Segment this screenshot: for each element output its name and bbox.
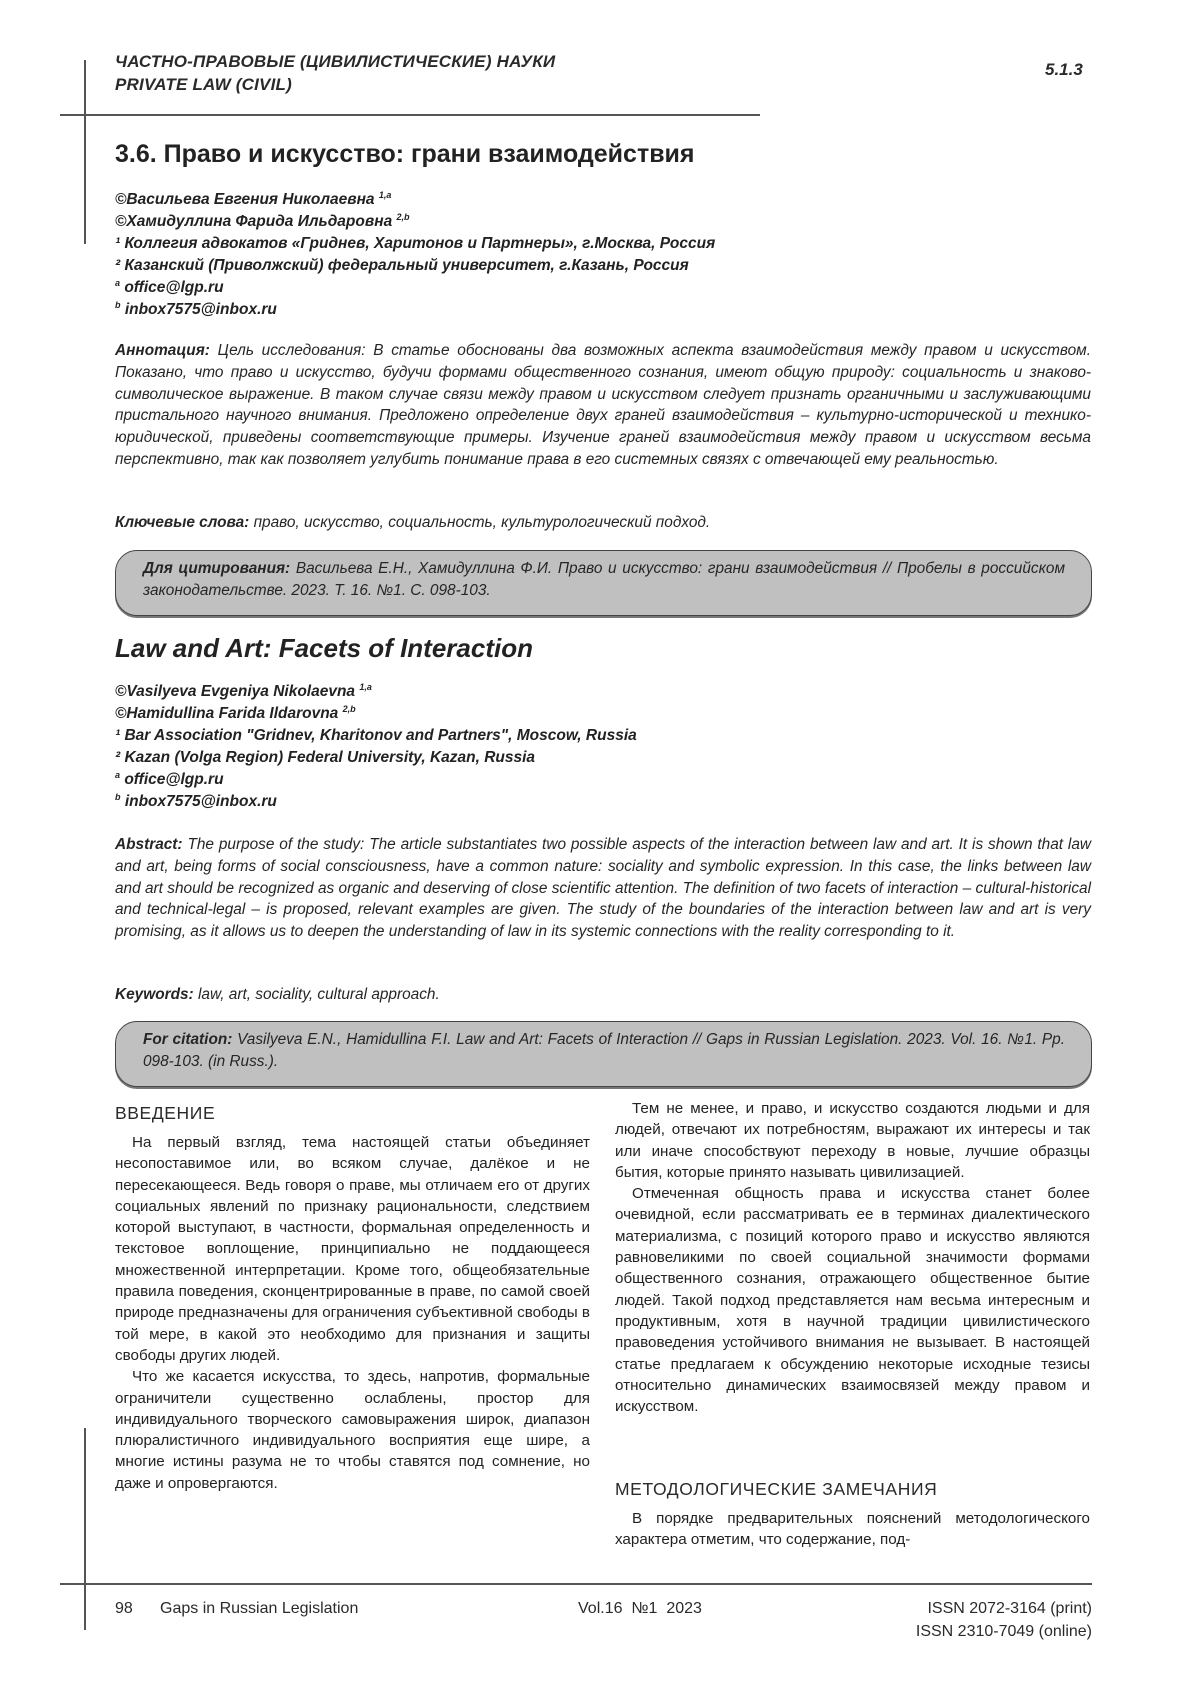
- issn-online: ISSN 2310-7049 (online): [915, 1623, 1092, 1640]
- abstract-label-en: Abstract:: [115, 836, 183, 853]
- specialty-code: 5.1.3: [1045, 60, 1083, 79]
- body-paragraph: Тем не менее, и право, и искусство создаются людьми и для людей, отвечают их потребностям, выражают их интересы и так или иначе способствуют переходу в новые, лучшие образцы бытия, которые принято называть цивилизацией.: [615, 1100, 1090, 1181]
- keywords-text-en: law, art, sociality, cultural approach.: [197, 986, 440, 1003]
- abstract-text-en: The purpose of the study: The article substantiates two possible aspects of the interaction between law and art. It is shown that law and art, being forms of social consciousness, have a common nature: sociality and symbolic expression. In this case, the links between law and art should be recognized as organic and deserving of close scientific attention. The definition of two facets of interaction – cultural-historical and technical-legal – is proposed, relevant examples are given. The study of the boundaries of the interaction between law and art is very promising, as it allows us to deepen the understanding of law in its systemic connections with the reality corresponding to it.: [115, 836, 1091, 941]
- email-a-en: $^a$ office@lgp.ru: [115, 769, 224, 788]
- abstract-ru: [115, 340, 1091, 471]
- body-right-column-continued: [615, 1508, 1090, 1551]
- citation-en: [143, 1029, 1065, 1073]
- keywords-text-ru: право, искусство, социальность, культурологический подход.: [253, 514, 711, 531]
- citation-ru: [143, 558, 1065, 602]
- author-2-ru: ©Хамидуллина Фарида Ильдаровна $^{2,b}$: [115, 211, 410, 230]
- article-title-en: Law and Art: Facets of Interaction: [115, 633, 533, 663]
- body-paragraph: В порядке предварительных пояснений методологического характера отметим, что содержание, под-: [615, 1510, 1090, 1549]
- affiliation-1-en: ¹ Bar Association "Gridnev, Kharitonov and Partners", Moscow, Russia: [115, 727, 637, 744]
- keywords-label-en: Keywords:: [115, 986, 194, 1003]
- body-right-column: [615, 1098, 1090, 1417]
- keywords-en: [115, 984, 1091, 1006]
- footer-vertical-rule: [84, 1428, 86, 1630]
- issn-print: ISSN 2072-3164 (print): [927, 1600, 1092, 1617]
- email-a-ru: $^a$ office@lgp.ru: [115, 277, 224, 296]
- footer-horizontal-rule: [60, 1583, 1092, 1585]
- article-title-ru: 3.6. Право и искусство: грани взаимодействия: [115, 140, 695, 168]
- affiliation-2-en: ² Kazan (Volga Region) Federal University, Kazan, Russia: [115, 749, 536, 766]
- issue-info: Vol.16 №1 2023: [578, 1600, 702, 1617]
- page-number: 98: [115, 1600, 133, 1617]
- citation-text-ru: Васильева Е.Н., Хамидуллина Ф.И. Право и искусство: грани взаимодействия // Пробелы в российском законодательстве. 2023. Т. 16. №1. С. 098-103.: [143, 560, 1065, 599]
- affiliation-1-ru: ¹ Коллегия адвокатов «Гриднев, Харитонов и Партнеры», г.Москва, Россия: [115, 235, 716, 252]
- section-heading-introduction: ВВЕДЕНИЕ: [115, 1103, 216, 1123]
- email-b-en: $^b$ inbox7575@inbox.ru: [115, 791, 277, 810]
- body-left-column: [115, 1132, 590, 1494]
- section-heading-methodology: МЕТОДОЛОГИЧЕСКИЕ ЗАМЕЧАНИЯ: [615, 1479, 938, 1499]
- section-name-ru: ЧАСТНО-ПРАВОВЫЕ (ЦИВИЛИСТИЧЕСКИЕ) НАУКИ: [115, 52, 556, 71]
- abstract-en: [115, 834, 1091, 943]
- header-horizontal-rule: [60, 114, 760, 116]
- journal-name: Gaps in Russian Legislation: [160, 1600, 359, 1617]
- body-paragraph: На первый взгляд, тема настоящей статьи объединяет несопоставимое или, во всяком случае, далёкое и не пересекающееся. Ведь говоря о праве, мы отличаем его от других социальных явлений по признаку рациональности, следствием которой выступают, в частности, формальная определенность и текстовое воплощение, принципиально не поддающееся множественной интерпретации. Кроме того, общеобязательные правила поведения, сконцентрированные в праве, по самой своей природе предназначены для ограничения субъективной свободы в той мере, в какой это необходимо для признания и защиты свободы других людей.: [115, 1134, 590, 1364]
- header-vertical-rule: [84, 60, 86, 244]
- keywords-label-ru: Ключевые слова:: [115, 514, 250, 531]
- abstract-label-ru: Аннотация:: [115, 342, 210, 359]
- citation-label-ru: Для цитирования:: [143, 560, 291, 577]
- body-paragraph: Что же касается искусства, то здесь, напротив, формальные ограничители существенно ослаблены, простор для индивидуального творческого самовыражения широк, диапазон плюралистичного индивидуального восприятия еще шире, а многие истины разума не то чтобы ставятся под сомнение, но даже и опровергаются.: [115, 1368, 590, 1492]
- citation-label-en: For citation:: [143, 1031, 233, 1048]
- keywords-ru: [115, 512, 1091, 534]
- body-paragraph: Отмеченная общность права и искусства станет более очевидной, если рассматривать ее в терминах диалектического материализма, с позиций которого право и искусство являются равновеликими по своей социальной значимости формами общественного сознания, отражающего общественное бытие людей. Такой подход представляется нам весьма интересным и продуктивным, хотя в научной традиции цивилистического правоведения устойчивого внимания не вызывает. В настоящей статье предлагаем к обсуждению некоторые исходные тезисы относительно динамических взаимосвязей между правом и искусством.: [615, 1185, 1090, 1416]
- running-header: [115, 50, 555, 96]
- author-2-en: ©Hamidullina Farida Ildarovna $^{2,b}$: [115, 703, 356, 722]
- citation-text-en: Vasilyeva E.N., Hamidullina F.I. Law and Art: Facets of Interaction // Gaps in Russian Legislation. 2023. Vol. 16. №1. Pp. 098-103. (in Russ.).: [143, 1031, 1065, 1070]
- affiliation-2-ru: ² Казанский (Приволжский) федеральный университет, г.Казань, Россия: [115, 257, 689, 274]
- email-b-ru: $^b$ inbox7575@inbox.ru: [115, 299, 277, 318]
- section-name-en: PRIVATE LAW (CIVIL): [115, 75, 292, 94]
- authors-ru: [115, 189, 715, 321]
- abstract-text-ru: Цель исследования: В статье обоснованы два возможных аспекта взаимодействия между правом и искусством. Показано, что право и искусство, будучи формами общественного сознания, имеют общую природу: социальность и знаково-символическое выражение. В таком случае связи между правом и искусством следует признать органичными и заслуживающими пристального научного внимания. Предложено определение двух граней взаимодействия – культурно-исторической и технико-юридической, приведены соответствующие примеры. Изучение граней взаимодействия между правом и искусством весьма перспективно, так как позволяет углубить понимание права в его системных связях с отвечающей ему реальностью.: [115, 342, 1091, 468]
- authors-en: [115, 681, 637, 813]
- author-1-en: ©Vasilyeva Evgeniya Nikolaevna $^{1,a}$: [115, 681, 372, 700]
- author-1-ru: ©Васильева Евгения Николаевна $^{1,a}$: [115, 189, 392, 208]
